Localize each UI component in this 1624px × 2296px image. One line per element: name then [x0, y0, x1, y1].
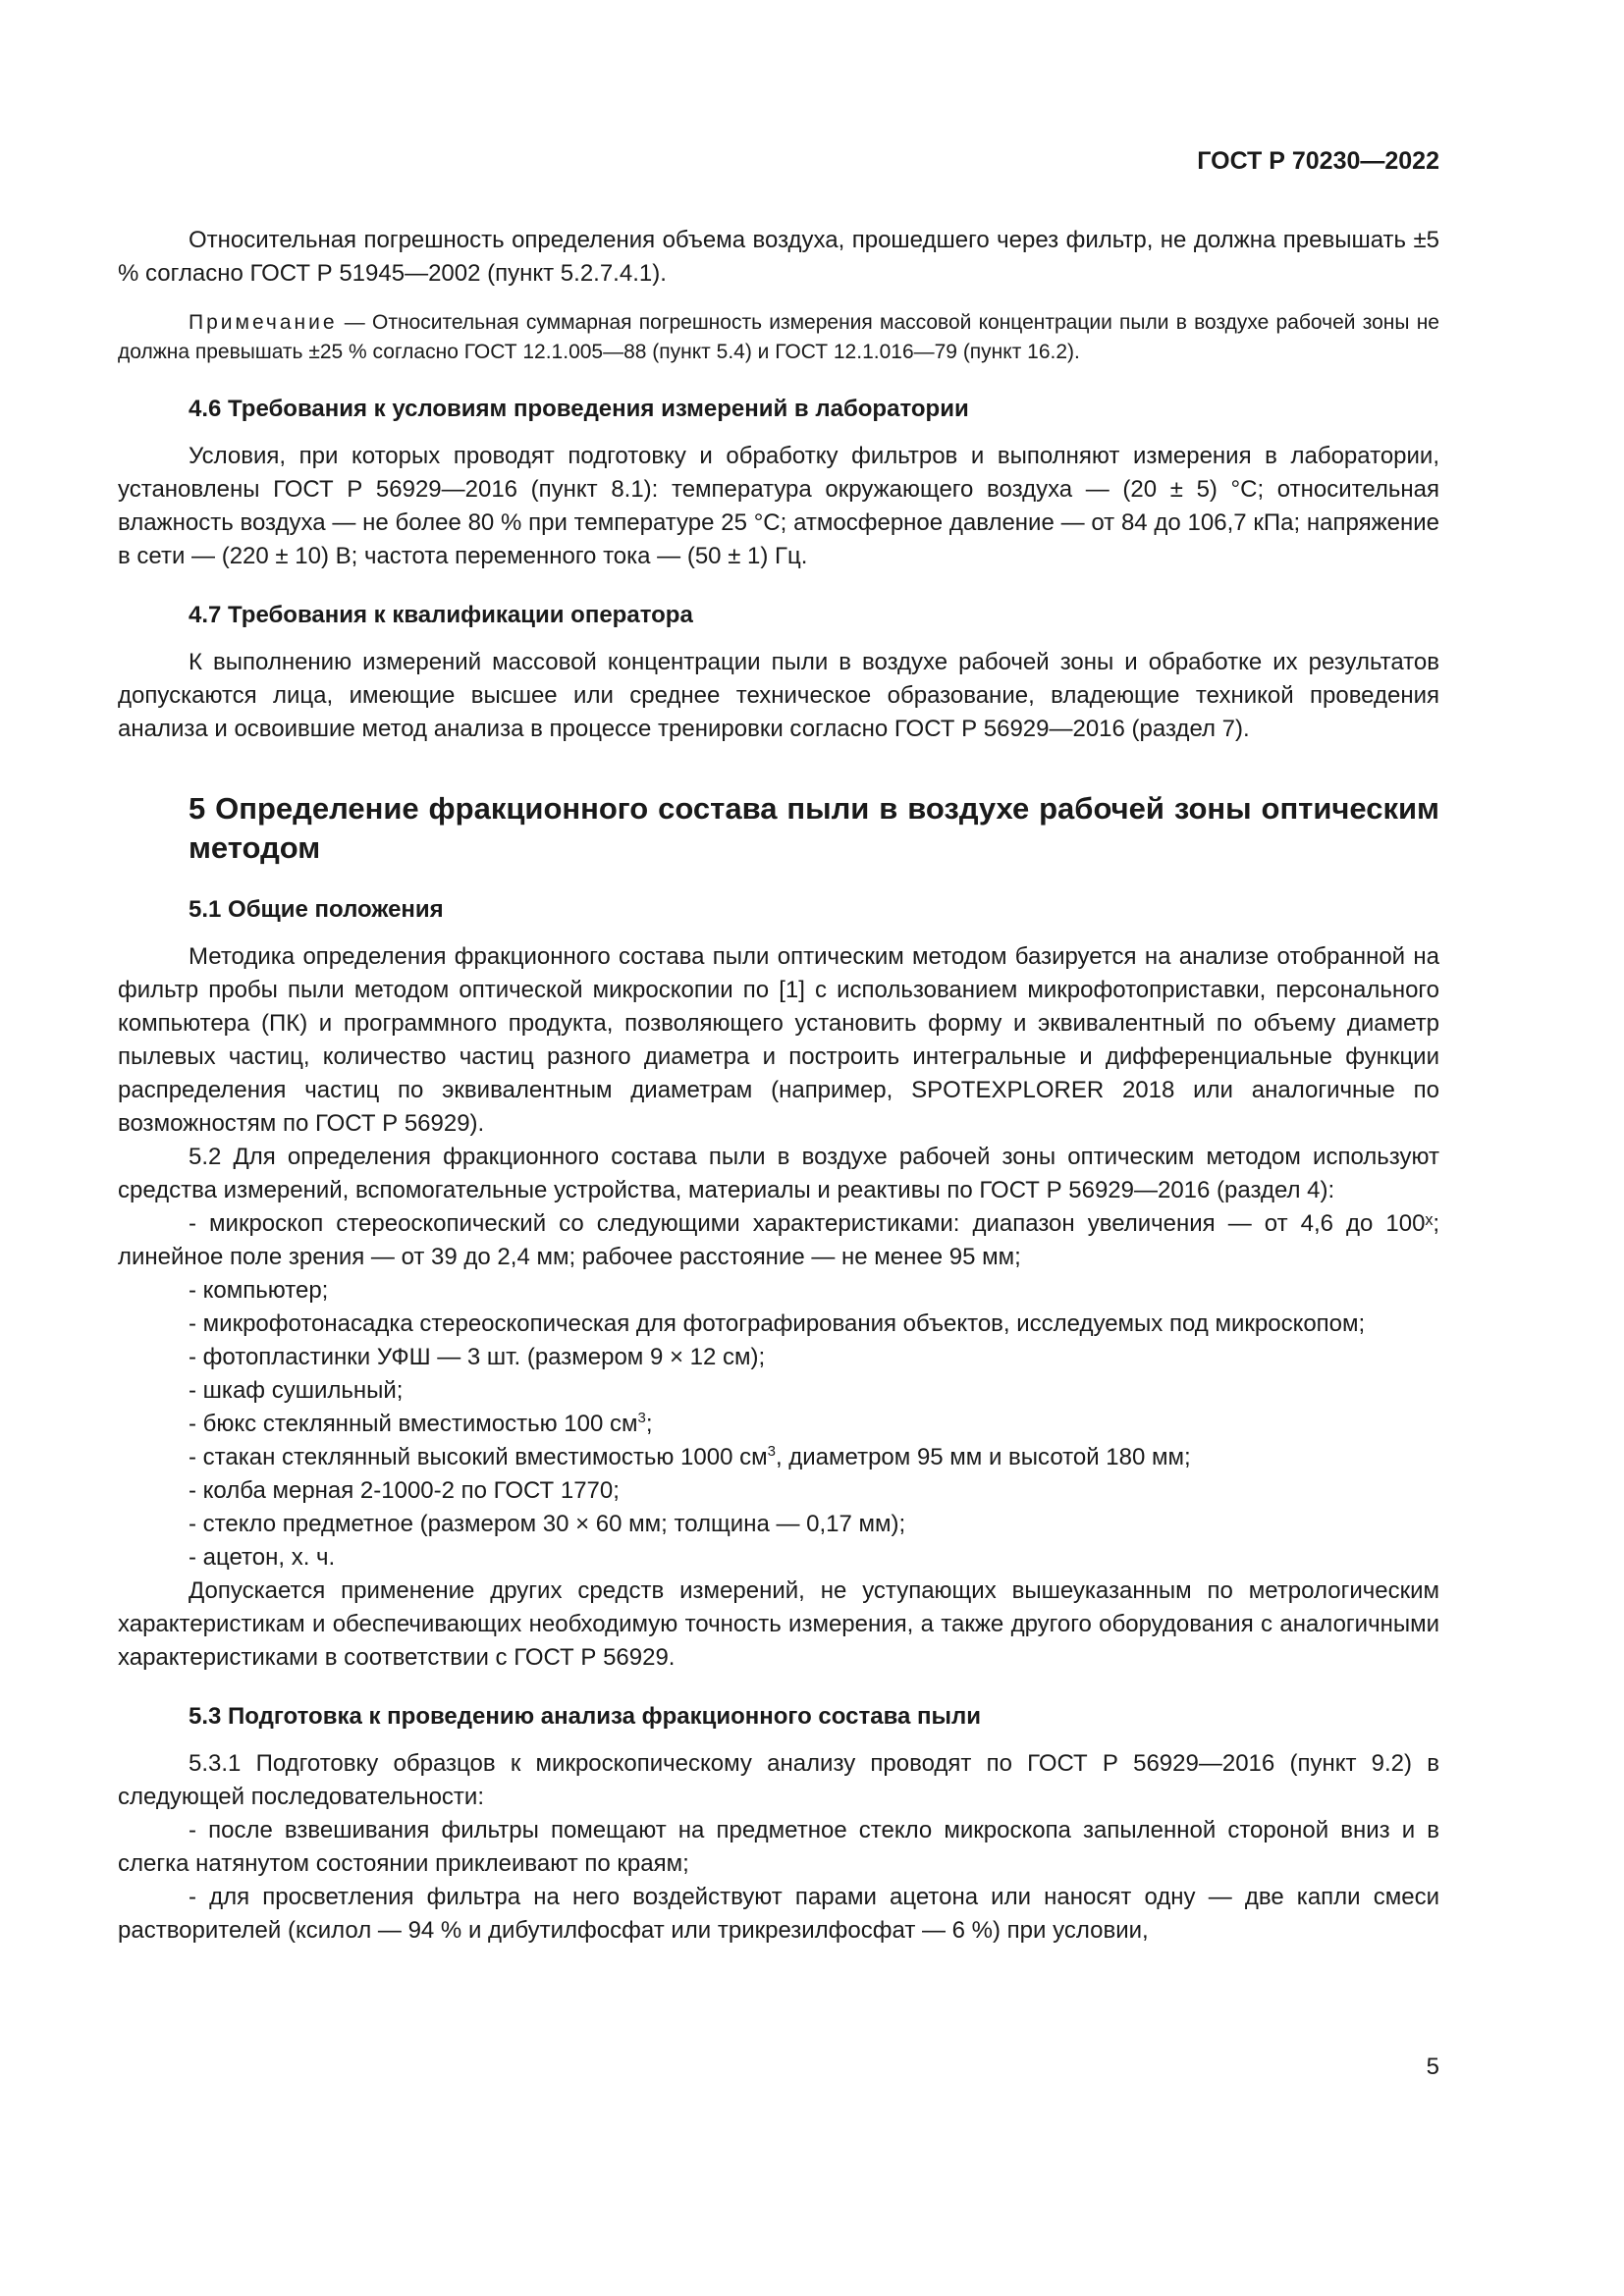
note-text: — Относительная суммарная погрешность измерения массовой концентрации пыли в воздухе рабочей зоны не должна превышать ±25 % согласно ГОСТ 12.1.005—88 (пункт 5.4) и ГОСТ 12.1.016—79 (пункт 16.2). — [118, 311, 1439, 363]
list-item-computer: - компьютер; — [189, 1277, 329, 1304]
heading-4-7: 4.7 Требования к квалификации оператора — [189, 602, 693, 628]
paragraph-5-1: Методика определения фракционного состава пыли оптическим методом базируется на анализе отобранной на фильтр пробы пыли методом оптической микроскопии по [1] с использованием микрофотоприставки, персонального компьютера (ПК) и программного продукта, позволяющего установить форму и эквивалентный по объему диаметр пылевых частиц, количество частиц разного диаметра и построить интегральные и дифференциальные функции распределения частиц по эквивалентным диаметрам (например, SPOTEXPLORER 2018 или аналогичные по возможностям по ГОСТ Р 56929). — [118, 943, 1439, 1137]
list-item-drying-cabinet: - шкаф сушильный; — [189, 1377, 404, 1404]
paragraph-5-2: 5.2 Для определения фракционного состава пыли в воздухе рабочей зоны оптическим методом используют средства измерений, вспомогательные устройства, материалы и реактивы по ГОСТ Р 56929—2016 (раздел 4): — [118, 1144, 1439, 1203]
paragraph-allowed: Допускается применение других средств измерений, не уступающих вышеуказанным по метрологическим характеристикам и обеспечивающих необходимую точность измерения, а также другого оборудования с аналогичными характеристиками в соответствии с ГОСТ Р 56929. — [118, 1577, 1439, 1671]
list-item-flask: - колба мерная 2-1000-2 по ГОСТ 1770; — [189, 1477, 620, 1504]
heading-5-3: 5.3 Подготовка к проведению анализа фракционного состава пыли — [189, 1703, 982, 1730]
beaker-text-a: - стакан стеклянный высокий вместимостью 1000 см — [189, 1444, 768, 1470]
beaker-text-b: , диаметром 95 мм и высотой 180 мм; — [775, 1444, 1191, 1470]
list-item-photo-plates: - фотопластинки УФШ — 3 шт. (размером 9 × 12 см); — [189, 1344, 766, 1370]
page-number: 5 — [1426, 2054, 1439, 2080]
note-paragraph — [118, 308, 1439, 367]
list-item-photo-attachment: - микрофотонасадка стереоскопическая для фотографирования объектов, исследуемых под микроскопом; — [189, 1310, 1366, 1337]
list-item-slide: - стекло предметное (размером 30 × 60 мм; толщина — 0,17 мм); — [189, 1511, 906, 1537]
weighing-bottle-text: - бюкс стеклянный вместимостью 100 см — [189, 1411, 638, 1437]
list-item-beaker — [118, 1441, 1439, 1474]
list-item-weighing-bottle — [118, 1408, 1439, 1441]
heading-5-1: 5.1 Общие положения — [189, 896, 444, 923]
weighing-bottle-end: ; — [645, 1411, 653, 1437]
beaker-sup: 3 — [767, 1443, 776, 1460]
paragraph-4-6: Условия, при которых проводят подготовку и обработку фильтров и выполняют измерения в лаборатории, установлены ГОСТ Р 56929—2016 (пункт 8.1): температура окружающего воздуха — (20 ± 5) °С; относительная влажность воздуха — не более 80 % при температуре 25 °С; атмосферное давление — от 84 до 106,7 кПа; напряжение в сети — (220 ± 10) В; частота переменного тока — (50 ± 1) Гц. — [118, 443, 1439, 569]
note-label: Примечание — [189, 311, 338, 334]
paragraph-5-3-1: 5.3.1 Подготовку образцов к микроскопическому анализу проводят по ГОСТ Р 56929—2016 (пункт 9.2) в следующей последовательности: — [118, 1750, 1439, 1810]
heading-section-5: 5 Определение фракционного состава пыли в воздухе рабочей зоны оптическим методом — [189, 791, 1439, 865]
list-item-filters: - после взвешивания фильтры помещают на предметное стекло микроскопа запыленной стороной вниз и в слегка натянутом состоянии приклеивают по краям; — [118, 1817, 1439, 1877]
page-content — [118, 224, 1439, 1948]
paragraph-volume-error: Относительная погрешность определения объема воздуха, прошедшего через фильтр, не должна превышать ±5 % согласно ГОСТ Р 51945—2002 (пункт 5.2.7.4.1). — [118, 227, 1439, 287]
paragraph-4-7: К выполнению измерений массовой концентрации пыли в воздухе рабочей зоны и обработке их результатов допускаются лица, имеющие высшее или среднее техническое образование, владеющие техникой проведения анализа и освоившие метод анализа в процессе тренировки согласно ГОСТ Р 56929—2016 (раздел 7). — [118, 649, 1439, 742]
heading-4-6: 4.6 Требования к условиям проведения измерений в лаборатории — [189, 396, 969, 422]
document-id-header: ГОСТ Р 70230—2022 — [1197, 147, 1439, 175]
list-item-microscope: - микроскоп стереоскопический со следующими характеристиками: диапазон увеличения — от 4,6 до 100ˣ; линейное поле зрения — от 39 до 2,4 мм; рабочее расстояние — не менее 95 мм; — [118, 1210, 1439, 1270]
list-item-acetone: - ацетон, х. ч. — [189, 1544, 336, 1571]
list-item-clearing: - для просветления фильтра на него воздействуют парами ацетона или наносят одну — две капли смеси растворителей (ксилол — 94 % и дибутилфосфат или трикрезилфосфат — 6 %) при условии, — [118, 1884, 1439, 1944]
weighing-bottle-sup: 3 — [637, 1410, 646, 1426]
